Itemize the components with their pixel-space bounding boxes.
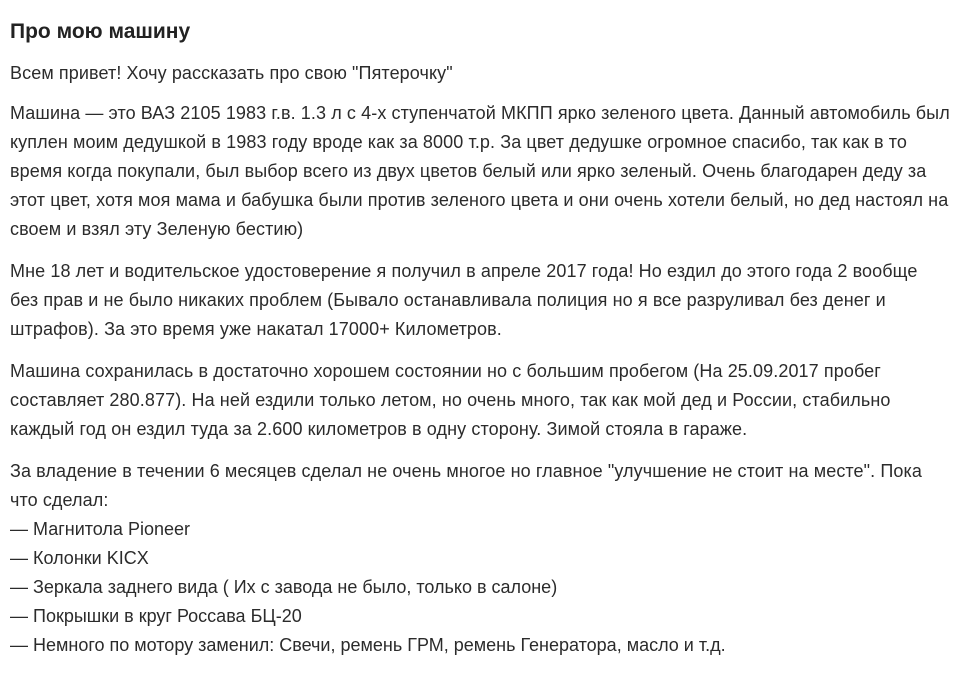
condition-paragraph: Машина сохранилась в достаточно хорошем состоянии но с большим пробегом (На 25.09.2017 пробег составляет 280.877). На ней ездили только летом, но очень много, так как мой дед и России, стабильно каждый год он ездил туда за 2.600 километров в одну сторону. Зимой стояла в гараже.	[10, 361, 891, 439]
improvements-section	[10, 457, 950, 660]
car-description-paragraph: Машина — это ВАЗ 2105 1983 г.в. 1.3 л с 4-х ступенчатой МКПП ярко зеленого цвета. Данный автомобиль был куплен моим дедушкой в 1983 году вроде как за 8000 т.р. За цвет дедушке огромное спасибо, так как в то время когда покупали, был выбор всего из двух цветов белый или ярко зеленый. Очень благодарен деду за этот цвет, хотя моя мама и бабушка были против зеленого цвета и они очень хотели белый, но дед настоял на своем и взял эту Зеленую бестию)	[10, 103, 950, 239]
list-item: — Магнитола Pioneer	[10, 519, 190, 539]
list-item: — Покрышки в круг Россава БЦ-20	[10, 606, 302, 626]
improvements-list	[10, 515, 950, 660]
list-item: — Зеркала заднего вида ( Их с завода не было, только в салоне)	[10, 577, 558, 597]
ownership-intro: За владение в течении 6 месяцев сделал не очень многое но главное "улучшение не стоит на месте". Пока что сделал:	[10, 461, 922, 510]
list-item: — Немного по мотору заменил: Свечи, ремень ГРМ, ремень Генератора, масло и т.д.	[10, 635, 726, 655]
intro-paragraph: Всем привет! Хочу рассказать про свою "Пятерочку"	[10, 63, 453, 83]
driving-experience-paragraph: Мне 18 лет и водительское удостоверение я получил в апреле 2017 года! Но ездил до этого года 2 вообще без прав и не было никаких проблем (Бывало останавливала полиция но я все разруливал без денег и штрафов). За это время уже накатал 17000+ Километров.	[10, 261, 918, 339]
article-title: Про мою машину	[10, 20, 191, 43]
list-item: — Колонки KICX	[10, 548, 149, 568]
